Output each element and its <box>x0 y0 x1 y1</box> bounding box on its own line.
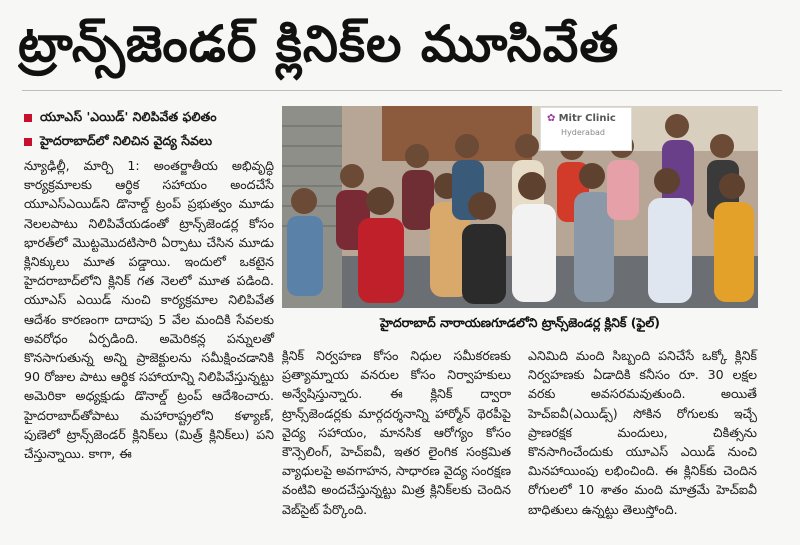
clinic-photo <box>282 106 758 308</box>
subhead-2 <box>24 133 212 151</box>
clinic-sign: ✿ Mitr Clinic Hyderabad <box>540 107 632 151</box>
clinic-sign-subtext: Hyderabad <box>561 128 605 137</box>
photo-caption: హైదరాబాద్ నారాయణగూడలోని ట్రాన్స్‌జెండర్ల క్లినిక్ (ఫైల్) <box>380 315 660 330</box>
column-1-text: న్యూఢిల్లీ, మార్చి 1: అంతర్జాతీయ అభివృద్ధి కార్యక్రమాలకు ఆర్థిక సహాయం అందచేసే యూఎస్‌ఎయిడ్‌ని డొనాల్డ్ ట్రంప్ ప్రభుత్వం మూడు నెలలపాటు నిలిపివేయడంతో ట్రాన్స్‌జెండర్ల కోసం భారత్‌లో మొట్టమొదటిసారి ఏర్పాటు చేసిన మూడు క్లినిక్కులు మూత పడ్డాయి. ఇందులో ఒకటైన హైదరాబాద్‌లోని క్లినిక్ గత నెలలో మూత పడింది. యూఎస్ ఎయిడ్ నుంచి కార్యక్రమాల నిలిపివేత ఆదేశం కారణంగా దాదాపు 5 వేల మందికి సేవలకు అవరోధం ఏర్పడింది. అమెరికన్ల పన్నులతో కొనసాగుతున్న అన్ని ప్రాజెక్టులను సమీక్షించడానికి 90 రోజుల పాటు ఆర్థిక సహాయాన్ని నిలిపివేస్తున్నట్టు అమెరికా అధ్యక్షుడు డొనాల్డ్ ట్రంప్ ఆదేశించారు. హైదరాబాద్‌తోపాటు మహారాష్ట్రలోని కళ్యాణ్, పుణెలో ట్రాన్స్‌జెండర్ క్లినిక్‌లు (మిత్ర్ క్లినిక్‌లు) పని చేస్తున్నాయి. కాగా, ఈ <box>24 158 274 462</box>
headline: ట్రాన్స్‌జెండర్ క్లినిక్‌ల మూసివేత <box>18 15 620 73</box>
subhead-1-text: యూఎస్ 'ఎయిడ్' నిలిపివేత ఫలితం <box>40 108 217 124</box>
article-column-3 <box>528 346 757 541</box>
column-2-text: క్లినిక్ నిర్వహణ కోసం నిధుల సమీకరణకు ప్రత్యామ్నాయ వనరుల కోసం నిర్వాహకులు అన్వేషిస్తున్నారు. ఈ క్లినిక్ ద్వారా ట్రాన్స్‌జెండర్లకు మార్గదర్శనాన్ని హార్మోన్ థెరపీపై వైద్య సహాయం, మానసిక ఆరోగ్యం కోసం కౌన్సెలింగ్, హెచ్‌ఐవీ, ఇతర లైంగిక సంక్రమిత వ్యాధులపై అవగాహన, సాధారణ వైద్య సంరక్షణ వంటివి అందచేస్తున్నట్టు మిత్ర క్లినిక్‌లకు చెందిన వెబ్‌సైట్ పేర్కొంది. <box>282 348 511 517</box>
column-3-text: ఎనిమిది మంది సిబ్బంది పనిచేసే ఒక్కో క్లినిక్ నిర్వహణకు ఏడాదికి కనీసం రూ. 30 లక్షల వరకు అవసరమవుతుంది. అయితే హెచ్ఐవీ(ఎయిడ్స్) సోకిన రోగులకు ఇచ్చే ప్రాణరక్షక మందులు, చికిత్సను కొనసాగించేందుకు యూఎస్ ఎయిడ్ నుంచి మినహాయింపు లభించింది. ఈ క్లినిక్‌కు చెందిన రోగులలో 10 శాతం మంది మాత్రమే హెచ్ఐవీ బాధితులు ఉన్నట్టు తెలుస్తోంది. <box>528 348 757 517</box>
article-column-1 <box>24 156 274 541</box>
subhead-1 <box>24 109 217 127</box>
bullet-icon <box>24 138 32 146</box>
group-photo-illustration <box>282 106 758 308</box>
subhead-2-text: హైదరాబాద్‌లో నిలిచిన వైద్య సేవలు <box>40 132 213 148</box>
article-column-2 <box>282 346 511 541</box>
clinic-sign-text: Mitr Clinic <box>558 113 616 124</box>
divider <box>22 90 782 91</box>
bullet-icon <box>24 114 32 122</box>
